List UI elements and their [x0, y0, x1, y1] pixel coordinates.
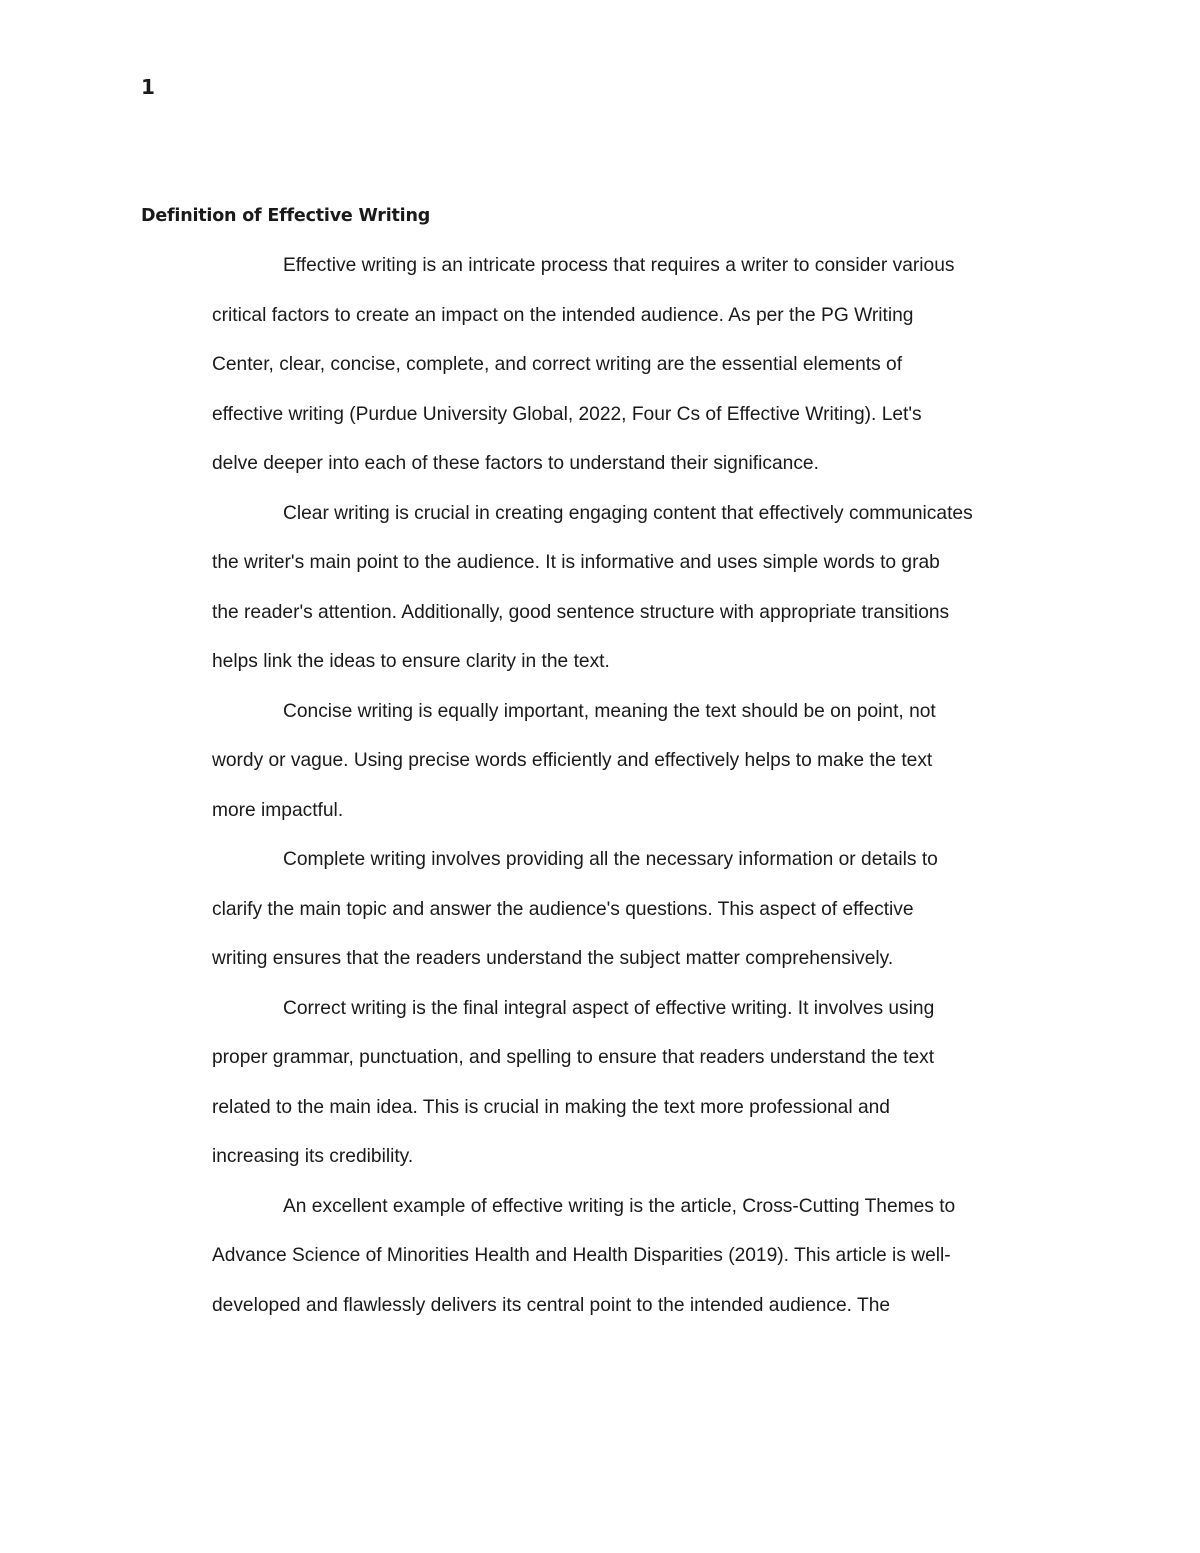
section-heading: Definition of Effective Writing — [141, 206, 431, 226]
paragraph-line: Concise writing is equally important, meaning the text should be on point, not — [283, 700, 936, 722]
paragraph-line: the reader's attention. Additionally, good sentence structure with appropriate transitions — [212, 601, 950, 623]
paragraph-line: proper grammar, punctuation, and spelling to ensure that readers understand the text — [212, 1047, 935, 1068]
paragraph-line: An excellent example of effective writing is the article, Cross-Cutting Themes to — [283, 1195, 956, 1217]
paragraph-line: Correct writing is the final integral aspect of effective writing. It involves using — [283, 997, 935, 1019]
paragraph-line: critical factors to create an impact on the intended audience. As per the PG Writing — [212, 304, 914, 326]
paragraph-line: increasing its credibility. — [212, 1146, 414, 1167]
paragraph-line: effective writing (Purdue University Global, 2022, Four Cs of Effective Writing). Let's — [212, 403, 922, 425]
paragraph-line: related to the main idea. This is crucial in making the text more professional and — [212, 1096, 890, 1118]
body-text — [212, 241, 1092, 1330]
paragraph-line: Center, clear, concise, complete, and correct writing are the essential elements of — [212, 354, 903, 375]
paragraph-line: Advance Science of Minorities Health and Health Disparities (2019). This article is well- — [212, 1245, 951, 1266]
paragraph-line: Complete writing involves providing all the necessary information or details to — [283, 849, 938, 870]
paragraph-line: writing ensures that the readers understand the subject matter comprehensively. — [212, 948, 894, 969]
paragraph-line: the writer's main point to the audience. It is informative and uses simple words to grab — [212, 552, 940, 573]
paragraph-line: Effective writing is an intricate process that requires a writer to consider various — [283, 255, 955, 276]
paragraph-line: Clear writing is crucial in creating engaging content that effectively communicates — [283, 502, 973, 524]
paragraph-line: helps link the ideas to ensure clarity in the text. — [212, 651, 610, 672]
paragraph-line: wordy or vague. Using precise words efficiently and effectively helps to make the text — [212, 750, 933, 771]
paragraph-line: delve deeper into each of these factors to understand their significance. — [212, 453, 819, 474]
paragraph-line: developed and flawlessly delivers its central point to the intended audience. The — [212, 1294, 891, 1316]
paragraph-line: more impactful. — [212, 799, 344, 821]
paragraph-line: clarify the main topic and answer the audience's questions. This aspect of effective — [212, 898, 914, 920]
page-number: 1 — [141, 75, 155, 99]
